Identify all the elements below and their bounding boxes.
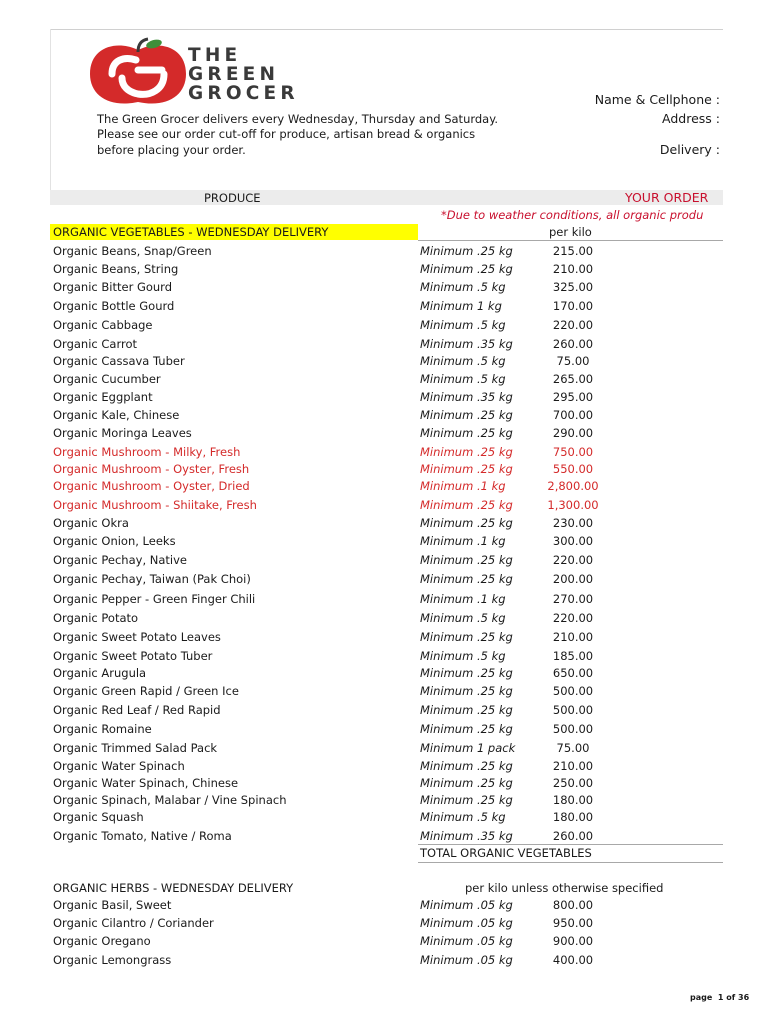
table-row	[0, 445, 768, 463]
item-price: 295.00	[552, 390, 594, 404]
item-name: Organic Basil, Sweet	[53, 898, 172, 912]
item-price: 215.00	[552, 244, 594, 258]
item-minimum: Minimum .5 kg	[420, 611, 506, 625]
table-row	[0, 479, 768, 497]
item-minimum: Minimum .25 kg	[420, 426, 513, 440]
table-row	[0, 793, 768, 811]
apple-logo-icon	[88, 36, 188, 108]
table-row	[0, 426, 768, 444]
vegetables-section-title: ORGANIC VEGETABLES - WEDNESDAY DELIVERY	[53, 225, 329, 239]
item-name: Organic Cassava Tuber	[53, 354, 185, 368]
item-price: 210.00	[552, 759, 594, 773]
page-number: 1	[717, 993, 724, 1002]
item-name: Organic Lemongrass	[53, 953, 172, 967]
item-minimum: Minimum .25 kg	[420, 776, 513, 790]
item-price: 1,300.00	[547, 498, 599, 512]
vegetables-unit: per kilo	[549, 225, 592, 239]
item-name: Organic Carrot	[53, 337, 138, 351]
item-name: Organic Pepper - Green Finger Chili	[53, 592, 256, 606]
item-name: Organic Spinach, Malabar / Vine Spinach	[53, 793, 287, 807]
item-name: Organic Bitter Gourd	[53, 280, 173, 294]
logo-wordmark	[188, 46, 299, 103]
table-row	[0, 390, 768, 408]
item-price: 750.00	[552, 445, 594, 459]
table-row	[0, 666, 768, 684]
item-price: 170.00	[552, 299, 594, 313]
top-border	[50, 29, 723, 30]
item-minimum: Minimum .25 kg	[420, 445, 513, 459]
item-minimum: Minimum .1 kg	[420, 479, 506, 493]
item-price: 220.00	[552, 553, 594, 567]
item-name: Organic Romaine	[53, 722, 152, 736]
item-price: 180.00	[552, 793, 594, 807]
divider	[418, 844, 723, 845]
item-price: 75.00	[556, 741, 590, 755]
item-minimum: Minimum .25 kg	[420, 793, 513, 807]
page-counter	[690, 993, 749, 1002]
item-price: 220.00	[552, 611, 594, 625]
table-row	[0, 372, 768, 390]
item-price: 230.00	[552, 516, 594, 530]
item-name: Organic Mushroom - Oyster, Fresh	[53, 462, 250, 476]
table-row	[0, 953, 768, 971]
table-row	[0, 408, 768, 426]
table-row	[0, 898, 768, 916]
item-price: 250.00	[552, 776, 594, 790]
logo-line-green: GREEN	[188, 64, 280, 85]
item-name: Organic Oregano	[53, 934, 151, 948]
table-row	[0, 810, 768, 828]
item-name: Organic Okra	[53, 516, 129, 530]
item-minimum: Minimum .1 kg	[420, 534, 506, 548]
table-row	[0, 741, 768, 759]
item-name: Organic Mushroom - Oyster, Dried	[53, 479, 250, 493]
your-order-header: YOUR ORDER	[625, 190, 709, 205]
table-row	[0, 299, 768, 317]
table-row	[0, 318, 768, 336]
item-minimum: Minimum .35 kg	[420, 829, 513, 843]
herbs-unit: per kilo unless otherwise specified	[465, 881, 664, 895]
item-minimum: Minimum 1 pack	[420, 741, 516, 755]
item-name: Organic Beans, Snap/Green	[53, 244, 212, 258]
item-name: Organic Mushroom - Shiitake, Fresh	[53, 498, 257, 512]
item-price: 650.00	[552, 666, 594, 680]
intro-line: The Green Grocer delivers every Wednesday, Thursday and Saturday.	[97, 112, 499, 126]
table-row	[0, 649, 768, 667]
item-minimum: Minimum .5 kg	[420, 318, 506, 332]
item-minimum: Minimum .5 kg	[420, 280, 506, 294]
item-minimum: Minimum .25 kg	[420, 262, 513, 276]
table-row	[0, 722, 768, 740]
table-row	[0, 462, 768, 480]
name-cellphone-label: Name & Cellphone :	[594, 92, 720, 107]
item-name: Organic Red Leaf / Red Rapid	[53, 703, 221, 717]
item-name: Organic Tomato, Native / Roma	[53, 829, 232, 843]
item-name: Organic Pechay, Native	[53, 553, 187, 567]
item-minimum: Minimum .5 kg	[420, 354, 506, 368]
table-row	[0, 516, 768, 534]
logo-line-grocer: GROCER	[188, 83, 299, 104]
item-price: 185.00	[552, 649, 594, 663]
table-row	[0, 934, 768, 952]
table-row	[0, 916, 768, 934]
page-label: page	[690, 993, 713, 1002]
item-minimum: Minimum .25 kg	[420, 722, 513, 736]
item-name: Organic Cucumber	[53, 372, 161, 386]
item-name: Organic Squash	[53, 810, 144, 824]
table-row	[0, 337, 768, 355]
item-minimum: Minimum .25 kg	[420, 498, 513, 512]
table-row	[0, 592, 768, 610]
item-name: Organic Pechay, Taiwan (Pak Choi)	[53, 572, 251, 586]
item-name: Organic Potato	[53, 611, 139, 625]
item-minimum: Minimum .25 kg	[420, 572, 513, 586]
table-row	[0, 498, 768, 516]
item-name: Organic Arugula	[53, 666, 147, 680]
item-price: 500.00	[552, 703, 594, 717]
table-row	[0, 534, 768, 552]
item-minimum: Minimum .5 kg	[420, 372, 506, 386]
item-minimum: Minimum .05 kg	[420, 916, 513, 930]
item-name: Organic Water Spinach	[53, 759, 185, 773]
table-row	[0, 262, 768, 280]
item-minimum: Minimum .35 kg	[420, 337, 513, 351]
table-row	[0, 553, 768, 571]
item-price: 290.00	[552, 426, 594, 440]
table-row	[0, 244, 768, 262]
item-price: 210.00	[552, 262, 594, 276]
item-name: Organic Cilantro / Coriander	[53, 916, 214, 930]
item-price: 800.00	[552, 898, 594, 912]
table-row	[0, 354, 768, 372]
herbs-section-title: ORGANIC HERBS - WEDNESDAY DELIVERY	[53, 881, 294, 895]
item-price: 270.00	[552, 592, 594, 606]
item-minimum: Minimum .25 kg	[420, 759, 513, 773]
item-name: Organic Kale, Chinese	[53, 408, 180, 422]
item-name: Organic Cabbage	[53, 318, 153, 332]
address-label: Address :	[662, 111, 720, 126]
item-price: 700.00	[552, 408, 594, 422]
table-row	[0, 630, 768, 648]
item-minimum: Minimum .1 kg	[420, 592, 506, 606]
item-price: 500.00	[552, 722, 594, 736]
item-minimum: Minimum .25 kg	[420, 684, 513, 698]
item-price: 200.00	[552, 572, 594, 586]
item-price: 75.00	[556, 354, 590, 368]
item-name: Organic Sweet Potato Leaves	[53, 630, 221, 644]
item-price: 400.00	[552, 953, 594, 967]
item-name: Organic Onion, Leeks	[53, 534, 176, 548]
intro-line: before placing your order.	[97, 142, 246, 157]
item-name: Organic Moringa Leaves	[53, 426, 192, 440]
item-minimum: Minimum .05 kg	[420, 898, 513, 912]
item-minimum: Minimum .25 kg	[420, 630, 513, 644]
item-minimum: Minimum .25 kg	[420, 703, 513, 717]
item-price: 2,800.00	[547, 479, 599, 493]
item-minimum: Minimum .35 kg	[420, 390, 513, 404]
table-row	[0, 572, 768, 590]
item-minimum: Minimum .05 kg	[420, 934, 513, 948]
table-row	[0, 776, 768, 794]
item-name: Organic Eggplant	[53, 390, 153, 404]
item-price: 300.00	[552, 534, 594, 548]
left-border	[50, 29, 51, 191]
item-price: 180.00	[552, 810, 594, 824]
item-price: 900.00	[552, 934, 594, 948]
item-name: Organic Green Rapid / Green Ice	[53, 684, 239, 698]
item-price: 260.00	[552, 337, 594, 351]
item-name: Organic Beans, String	[53, 262, 179, 276]
table-row	[0, 611, 768, 629]
intro-line: Please see our order cut-off for produce, artisan bread & organics	[97, 127, 476, 142]
item-price: 260.00	[552, 829, 594, 843]
table-row	[0, 280, 768, 298]
item-minimum: Minimum .25 kg	[420, 553, 513, 567]
total-vegetables: TOTAL ORGANIC VEGETABLES	[420, 846, 592, 860]
item-minimum: Minimum 1 kg	[420, 299, 502, 313]
item-minimum: Minimum .25 kg	[420, 462, 513, 476]
item-name: Organic Bottle Gourd	[53, 299, 175, 313]
item-price: 220.00	[552, 318, 594, 332]
intro-text	[97, 112, 498, 158]
item-name: Organic Trimmed Salad Pack	[53, 741, 218, 755]
logo-line-the: THE	[188, 45, 242, 66]
item-price: 500.00	[552, 684, 594, 698]
item-minimum: Minimum .5 kg	[420, 810, 506, 824]
table-row	[0, 759, 768, 777]
item-minimum: Minimum .05 kg	[420, 953, 513, 967]
delivery-label: Delivery :	[659, 142, 720, 157]
item-name: Organic Water Spinach, Chinese	[53, 776, 239, 790]
item-price: 325.00	[552, 280, 594, 294]
item-minimum: Minimum .5 kg	[420, 649, 506, 663]
produce-header: PRODUCE	[204, 191, 261, 205]
item-price: 265.00	[552, 372, 594, 386]
item-name: Organic Mushroom - Milky, Fresh	[53, 445, 241, 459]
divider	[418, 862, 723, 863]
item-minimum: Minimum .25 kg	[420, 408, 513, 422]
item-price: 950.00	[552, 916, 594, 930]
table-row	[0, 684, 768, 702]
item-minimum: Minimum .25 kg	[420, 516, 513, 530]
table-row	[0, 703, 768, 721]
item-price: 210.00	[552, 630, 594, 644]
weather-notice: *Due to weather conditions, all organic produ	[441, 208, 704, 222]
item-minimum: Minimum .25 kg	[420, 666, 513, 680]
page-total: of 36	[726, 993, 750, 1002]
item-price: 550.00	[552, 462, 594, 476]
item-minimum: Minimum .25 kg	[420, 244, 513, 258]
divider	[418, 240, 723, 241]
header-band	[50, 190, 723, 205]
item-name: Organic Sweet Potato Tuber	[53, 649, 213, 663]
